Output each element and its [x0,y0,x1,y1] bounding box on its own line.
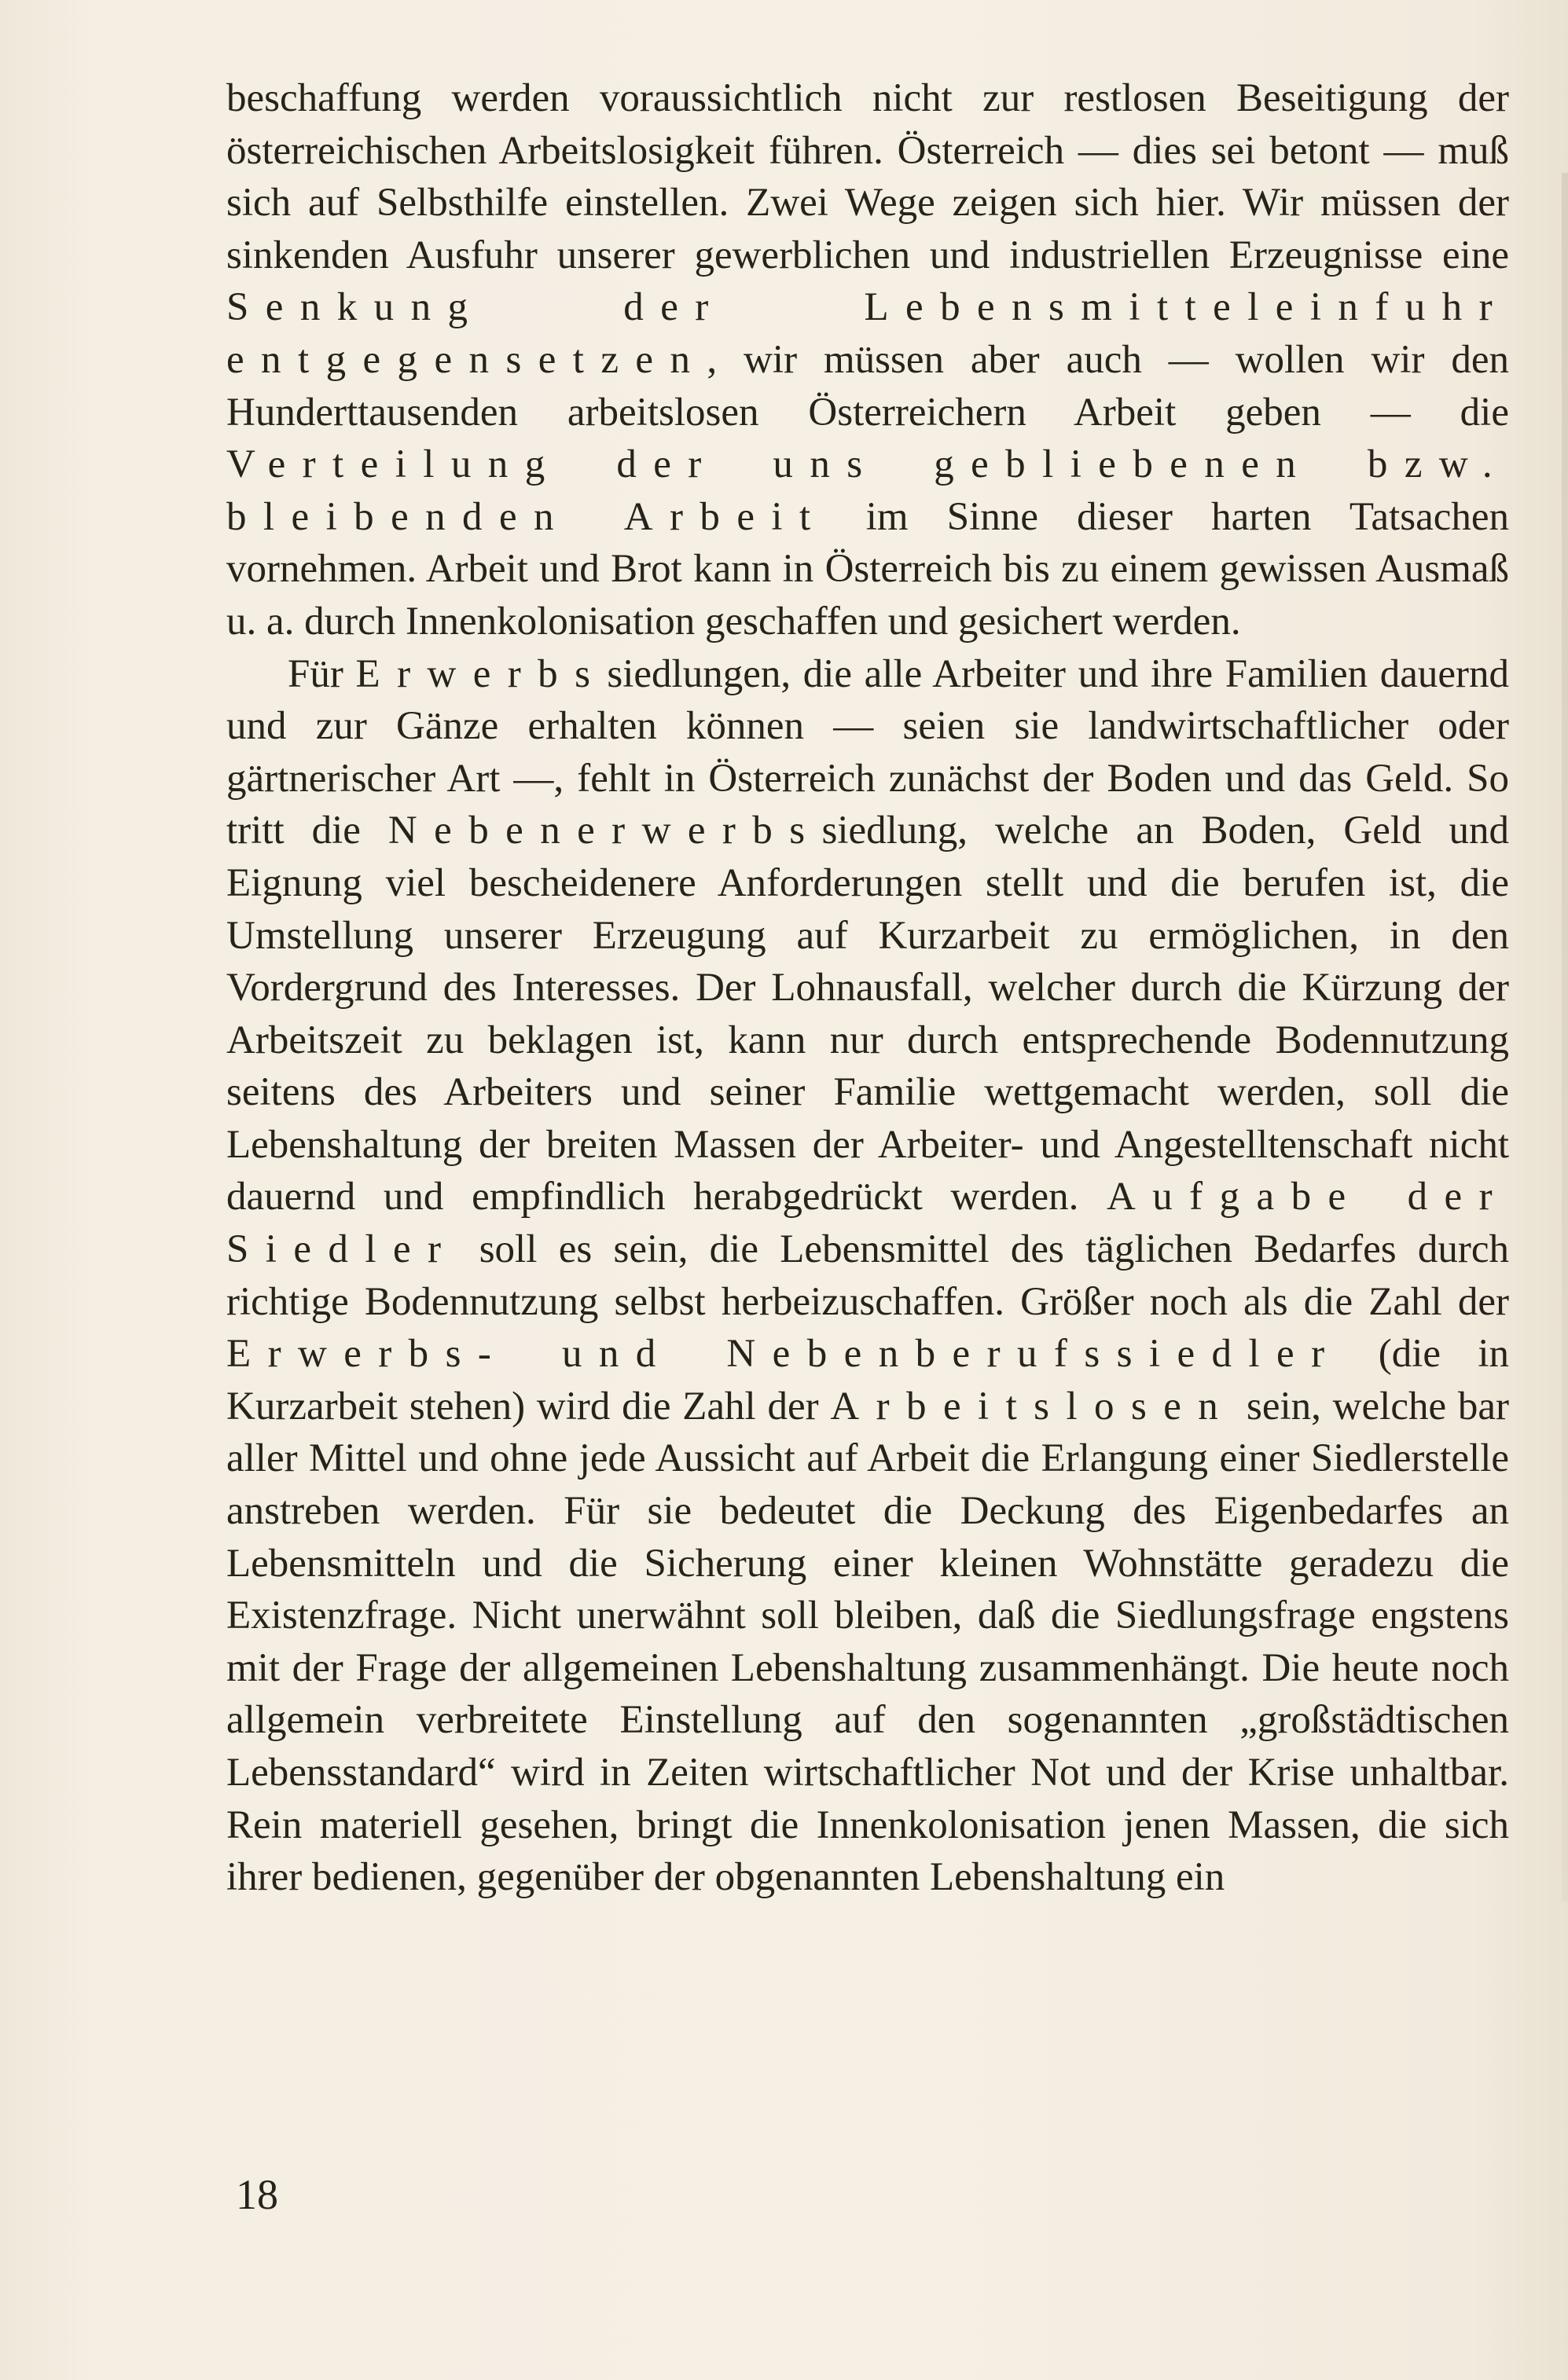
spaced-emphasis: Erwerbs- und Nebenberufssiedler [226,1332,1342,1377]
text-run: im Sinne dieser harten Tatsachen vornehmen. Arbeit und Brot kann in Österreich bis zu einem gewissen Ausmaß u. a. durch Innenkolonisation geschaffen und gesichert werden. [226,494,1509,644]
text-run: siedlungen, die alle Arbeiter und ihre Familien dauernd und zur Gänze erhalten können — seien sie landwirtschaftlicher oder gärtnerischer Art —, fehlt in Österreich zunächst der Boden und das Geld. So tritt die [226,651,1509,853]
body-text [226,72,1509,1904]
spaced-emphasis: Nebenerwerbs [387,809,822,853]
spaced-emphasis: Senkung der Lebensmitteleinfuhr entgegensetzen [226,285,1509,382]
paragraph-2 [226,648,1509,1904]
spaced-emphasis: Verteilung der uns gebliebenen bzw. bleibenden Arbeit [226,442,1509,539]
text-run: Für [288,651,356,696]
text-run: sein, welche bar aller Mittel und ohne jede Aussicht auf Arbeit die Erlangung einer Siedlerstelle anstreben werden. Für sie bedeutet die Deckung des Eigenbedarfes an Lebensmitteln und die Sicherung einer kleinen Wohnstätte geradezu die Existenzfrage. Nicht unerwähnt soll bleiben, daß die Siedlungsfrage engstens mit der Frage der allgemeinen Lebenshaltung zusammenhängt. Die heute noch allgemein verbreitete Einstellung auf den sogenannten „großstädtischen Lebensstandard“ wird in Zeiten wirtschaftlicher Not und der Krise unhaltbar. Rein materiell gesehen, bringt die Innenkolonisation jenen Massen, die sich ihrer bedienen, gegenüber der obgenannten Lebenshaltung ein [226,1384,1509,1900]
text-run: , wir müssen aber auch — wollen wir den Hunderttausenden arbeitslosen Österreichern Arbeit geben — die [226,337,1509,435]
spaced-emphasis: Arbeitslosen [830,1384,1236,1428]
spaced-emphasis: Aufgabe der Siedler [226,1175,1510,1272]
page-edge-shadow [1562,173,1568,1901]
text-run: (die in Kurzarbeit stehen) wird die Zahl der [226,1332,1509,1428]
text-run: siedlung, welche an Boden, Geld und Eignung viel bescheidenere Anforderungen stellt und die berufen ist, die Umstellung unserer Erzeugung auf Kurzarbeit zu ermöglichen, in den Vordergrund des Interesses. Der Lohnausfall, welcher durch die Kürzung der Arbeitszeit zu beklagen ist, kann nur durch entsprechende Bodennutzung seitens des Arbeiters und seiner Familie wettgemacht werden, soll die Lebenshaltung der breiten Massen der Arbeiter- und Angestelltenschaft nicht dauernd und empfindlich herabgedrückt werden. [226,809,1510,1219]
spaced-emphasis: Erwerbs [355,651,608,696]
page-number: 18 [236,2171,278,2218]
paragraph-1 [226,72,1509,648]
text-run: soll es sein, die Lebensmittel des täglichen Bedarfes durch richtige Bodennutzung selbst herbeizuschaffen. Größer noch als die Zahl der [226,1227,1509,1324]
text-run: beschaffung werden voraussichtlich nicht zur restlosen Beseitigung der österreichischen Arbeitslosigkeit führen. Österreich — dies sei betont — muß sich auf Selbsthilfe einstellen. Zwei Wege zeigen sich hier. Wir müssen der sinkenden Ausfuhr unserer gewerblichen und industriellen Erzeugnisse eine [226,76,1509,277]
